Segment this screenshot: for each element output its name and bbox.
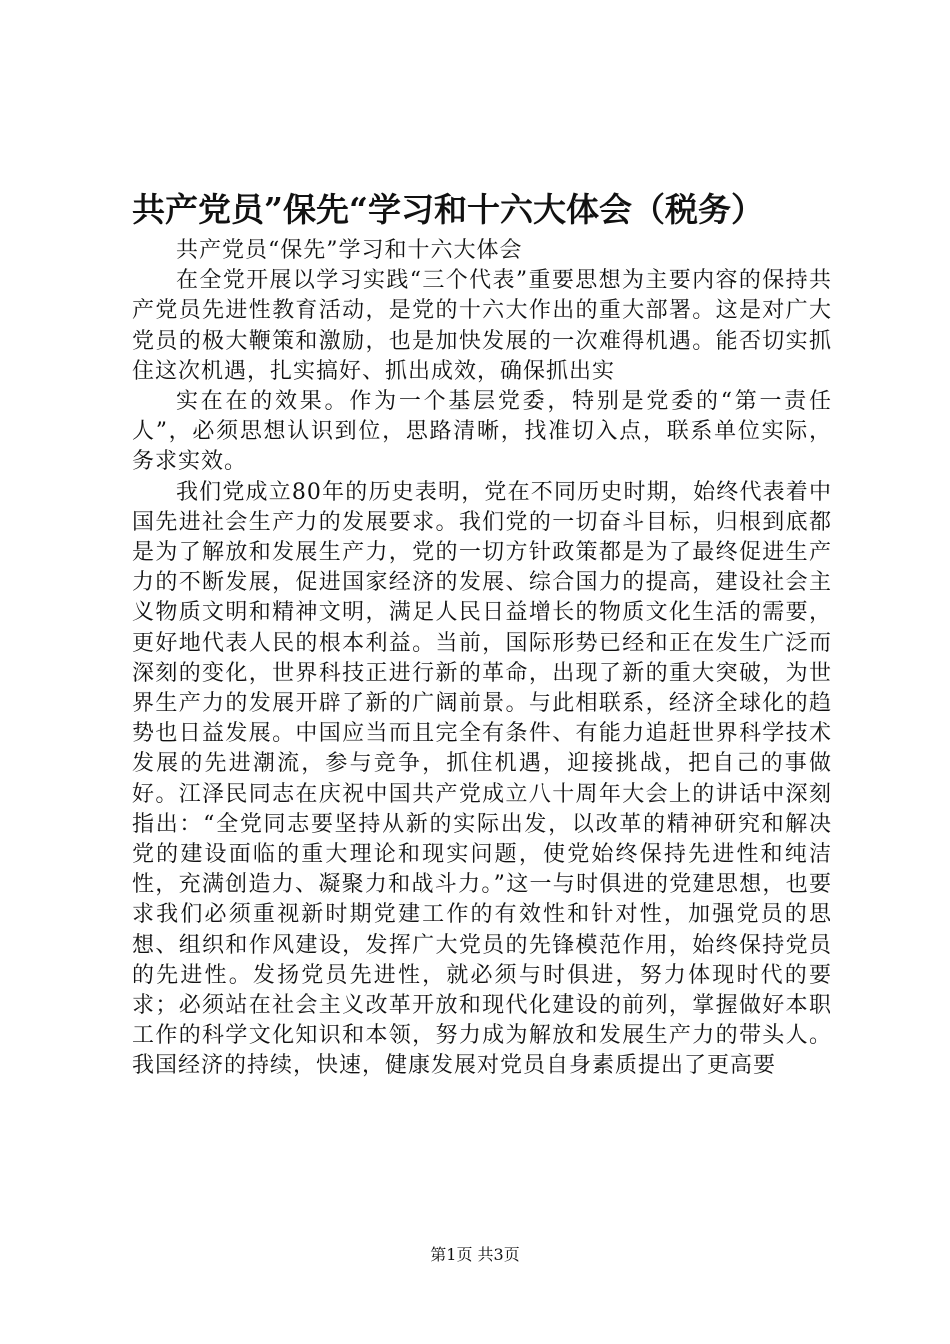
document-title: 共产党员”保先“学习和十六大体会（税务）	[132, 190, 764, 229]
subtitle-paragraph: 共产党员“保先”学习和十六大体会	[176, 238, 523, 263]
page-number-footer: 第1页 共3页	[430, 1245, 520, 1264]
body-paragraph-3: 我们党成立80年的历史表明，党在不同历史时期，始终代表着中国先进社会生产力的发展要求。我们党的一切奋斗目标，归根到底都是为了解放和发展生产力，党的一切方针政策都是为了最终促进生产力的不断发展，促进国家经济的发展、综合国力的提高，建设社会主义物质文明和精神文明，满足人民日益增长的物质文化生活的需要，更好地代表人民的根本利益。当前，国际形势已经和正在发生广泛而深刻的变化，世界科技正进行新的革命，出现了新的重大突破，为世界生产力的发展开辟了新的广阔前景。与此相联系，经济全球化的趋势也日益发展。中国应当而且完全有条件、有能力追赶世界科学技术发展的先进潮流，参与竞争，抓住机遇，迎接挑战，把自己的事做好。江泽民同志在庆祝中国共产党成立八十周年大会上的讲话中深刻指出：“全党同志要坚持从新的实际出发，以改革的精神研究和解决党的建设面临的重大理论和现实问题，使党始终保持先进性和纯洁性，充满创造力、凝聚力和战斗力。”这一与时俱进的党建思想，也要求我们必须重视新时期党建工作的有效性和针对性，加强党员的思想、组织和作风建设，发挥广大党员的先锋模范作用，始终保持党员的先进性。发扬党员先进性，就必须与时俱进，努力体现时代的要求；必须站在社会主义改革开放和现代化建设的前列，掌握做好本职工作的科学文化知识和本领，努力成为解放和发展生产力的带头人。我国经济的持续，快速，健康发展对党员自身素质提出了更高要	[132, 479, 832, 1079]
body-paragraph-1: 在全党开展以学习实践“三个代表”重要思想为主要内容的保持共产党员先进性教育活动，是党的十六大作出的重大部署。这是对广大党员的极大鞭策和激励，也是加快发展的一次难得机遇。能否切实抓住这次机遇，扎实搞好、抓出成效，确保抓出实	[132, 268, 832, 384]
document-body	[132, 236, 832, 1082]
body-paragraph-2: 实在在的效果。作为一个基层党委，特别是党委的“第一责任人”，必须思想认识到位，思路清晰，找准切入点，联系单位实际，务求实效。	[132, 389, 832, 475]
